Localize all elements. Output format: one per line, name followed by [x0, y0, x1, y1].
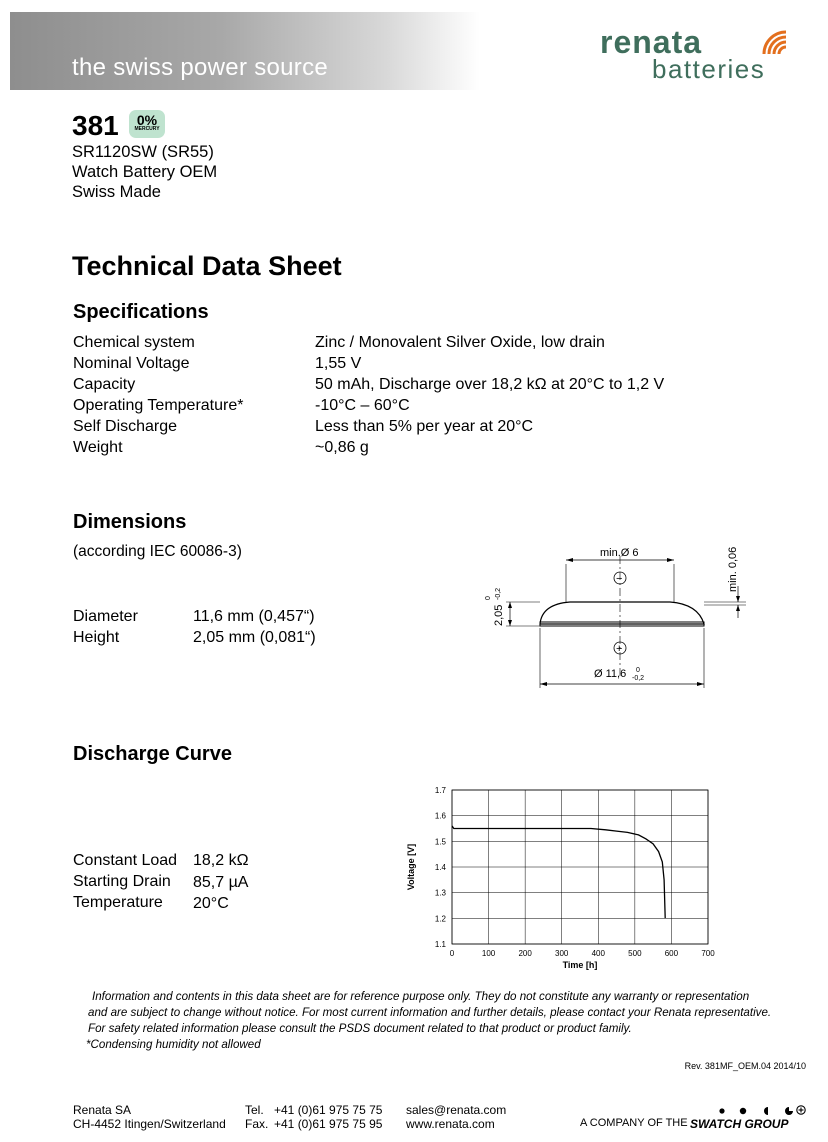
footer-address: CH-4452 Itingen/Switzerland: [73, 1117, 226, 1131]
y-axis-label: Voltage [V]: [406, 843, 416, 891]
disclaimer-line: For safety related information please consult the PSDS document related to that product or product family.: [88, 1022, 632, 1035]
footer-website[interactable]: www.renata.com: [406, 1117, 495, 1131]
height-tol-lower: -0,2: [495, 587, 502, 600]
dimensions-note: (according IEC 60086-3): [73, 543, 242, 560]
dimension-label: Height: [73, 629, 120, 646]
spec-label: Capacity: [73, 376, 136, 393]
discharge-heading: Discharge Curve: [73, 743, 232, 765]
footer-fax: +41 (0)61 975 75 95: [274, 1117, 383, 1131]
page-title: Technical Data Sheet: [72, 251, 342, 281]
positive-symbol: +: [616, 643, 623, 655]
x-tick-label: 200: [518, 949, 532, 958]
spec-value: 50 mAh, Discharge over 18,2 kΩ at 20°C to 1,2 V: [315, 376, 665, 393]
min-diameter-label: min.Ø 6: [600, 547, 639, 559]
dimension-label: Diameter: [73, 608, 138, 625]
dimension-value: 2,05 mm (0,081“): [193, 629, 316, 646]
height-tol-upper: 0: [485, 596, 492, 600]
x-tick-label: 0: [449, 949, 455, 958]
y-tick-label: 1.6: [434, 811, 446, 821]
logo-quarter-dot: [785, 1107, 793, 1115]
x-tick-label: 700: [701, 949, 715, 958]
tagline: the swiss power source: [72, 54, 329, 81]
x-axis-label: Time [h]: [562, 960, 598, 970]
diameter-label: Ø 11,6: [594, 668, 627, 680]
specifications-heading: Specifications: [73, 301, 209, 323]
discharge-series-line: [452, 826, 665, 918]
dimensions-heading: Dimensions: [73, 511, 187, 533]
y-tick-label: 1.7: [434, 786, 446, 795]
spec-label: Nominal Voltage: [73, 355, 190, 372]
battery-dimension-drawing: [470, 536, 760, 696]
logo-half-dot: [764, 1107, 768, 1115]
discharge-curve-chart: [402, 780, 722, 980]
brand-name: renata: [600, 24, 703, 60]
y-tick-label: 1.5: [434, 837, 446, 847]
spec-value: 1,55 V: [315, 355, 362, 372]
disclaimer-line: and are subject to change without notice. For most current information and further details, please contact your Renata representative.: [88, 1006, 772, 1019]
product-designation: SR1120SW (SR55): [72, 143, 214, 161]
spec-label: Chemical system: [73, 334, 195, 351]
footer-company: Renata SA: [73, 1103, 132, 1117]
spec-value: Less than 5% per year at 20°C: [315, 418, 534, 435]
logo-wordmark: SWATCH GROUP: [690, 1117, 789, 1130]
disclaimer-line: Information and contents in this data sheet are for reference purpose only. They do not constitute any warranty or representation: [92, 990, 750, 1003]
discharge-label: Starting Drain: [73, 873, 171, 890]
diameter-tol-lower: -0,2: [632, 675, 645, 682]
y-tick-label: 1.3: [434, 888, 446, 898]
brand-signal-icon: [762, 30, 792, 56]
chart-ticks: [435, 786, 715, 958]
mercury-free-badge: [129, 110, 165, 138]
x-tick-label: 300: [555, 949, 569, 958]
discharge-value: 20°C: [193, 895, 229, 912]
discharge-label: Temperature: [73, 894, 163, 911]
height-label: 2,05: [493, 604, 505, 626]
y-tick-label: 1.2: [434, 914, 446, 924]
diameter-tol-upper: 0: [636, 667, 640, 674]
footer-tel-label: Tel.: [245, 1103, 264, 1117]
discharge-value: 85,7 µA: [193, 874, 249, 891]
chart-grid: [452, 790, 708, 944]
brand-subname: batteries: [652, 54, 766, 84]
mercury-label: MERCURY: [134, 126, 160, 132]
discharge-label: Constant Load: [73, 852, 178, 869]
swatch-group-logo: [690, 1104, 810, 1130]
x-tick-label: 100: [481, 949, 496, 958]
mercury-percent: 0%: [136, 112, 158, 128]
spec-value: -10°C – 60°C: [315, 397, 410, 414]
footer-fax-label: Fax.: [245, 1117, 269, 1131]
dimension-value: 11,6 mm (0,457“): [193, 608, 315, 625]
logo-dot: [719, 1108, 724, 1113]
footnote: *Condensing humidity not allowed: [86, 1038, 261, 1051]
x-tick-label: 400: [591, 949, 605, 958]
product-origin: Swiss Made: [72, 183, 161, 201]
spec-label: Self Discharge: [73, 418, 178, 435]
y-tick-label: 1.1: [434, 940, 446, 949]
footer-email[interactable]: sales@renata.com: [406, 1103, 507, 1117]
spec-label: Weight: [73, 439, 123, 456]
model-number: 381: [72, 110, 119, 141]
product-type: Watch Battery OEM: [72, 163, 218, 181]
logo-dot: [740, 1108, 746, 1114]
negative-symbol: −: [616, 573, 623, 585]
battery-top-outline: [540, 602, 704, 624]
footer-tel: +41 (0)61 975 75 75: [274, 1103, 383, 1117]
x-tick-label: 600: [664, 949, 679, 958]
y-tick-label: 1.4: [434, 863, 446, 872]
group-affiliation: A COMPANY OF THE: [580, 1117, 688, 1129]
spec-value: Zinc / Monovalent Silver Oxide, low drain: [315, 334, 605, 351]
discharge-value: 18,2 kΩ: [193, 852, 249, 869]
x-tick-label: 500: [628, 949, 642, 958]
spec-label: Operating Temperature*: [73, 397, 244, 414]
revision: Rev. 381MF_OEM.04 2014/10: [684, 1061, 806, 1071]
min-height-label: min. 0,06: [727, 546, 739, 592]
spec-value: ~0,86 g: [315, 439, 369, 456]
